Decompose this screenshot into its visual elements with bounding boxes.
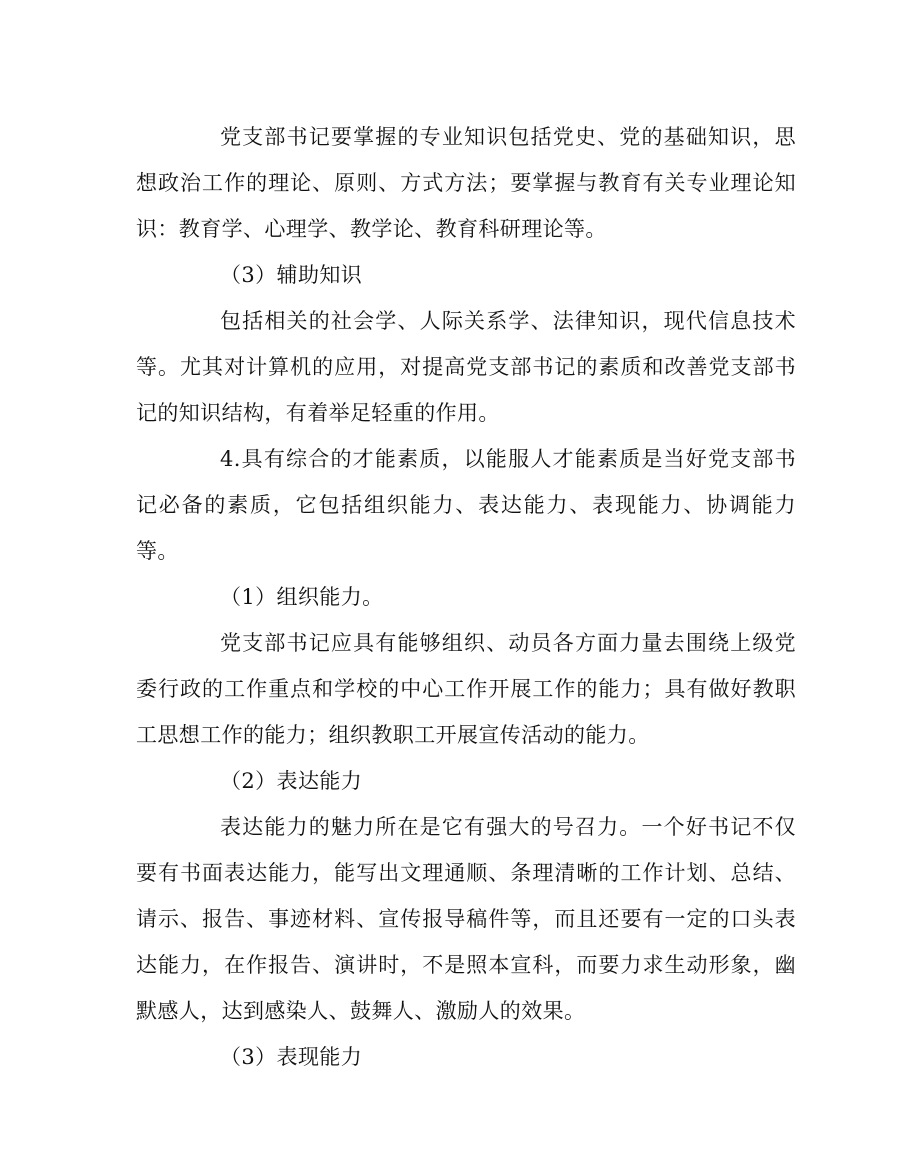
subheading-organizational-ability: （1）组织能力。 xyxy=(220,585,384,609)
paragraph-organizational-ability: 党支部书记应具有能够组织、动员各方面力量去围绕上级党委行政的工作重点和学校的中心工作开展工作的能力；具有做好教职工思想工作的能力；组织教职工开展宣传活动的能力。 xyxy=(136,631,796,747)
paragraph-professional-knowledge: 党支部书记要掌握的专业知识包括党史、党的基础知识，思想政治工作的理论、原则、方式方法；要掌握与教育有关专业理论知识：教育学、心理学、教学论、教育科研理论等。 xyxy=(136,125,796,241)
paragraph-auxiliary-knowledge: 包括相关的社会学、人际关系学、法律知识，现代信息技术等。尤其对计算机的应用，对提高党支部书记的素质和改善党支部书记的知识结构，有着举足轻重的作用。 xyxy=(136,309,796,425)
subheading-auxiliary-knowledge: （3）辅助知识 xyxy=(220,263,363,287)
paragraph-comprehensive-ability: 4.具有综合的才能素质，以能服人才能素质是当好党支部书记必备的素质，它包括组织能力、表达能力、表现能力、协调能力等。 xyxy=(136,447,796,563)
document-page xyxy=(136,114,796,1080)
paragraph-expression-ability: 表达能力的魅力所在是它有强大的号召力。一个好书记不仅要有书面表达能力，能写出文理通顺、条理清晰的工作计划、总结、请示、报告、事迹材料、宣传报导稿件等，而且还要有一定的口头表达能力，在作报告、演讲时，不是照本宣科，而要力求生动形象，幽默感人，达到感染人、鼓舞人、激励人的效果。 xyxy=(136,815,796,1023)
subheading-performance-ability: （3）表现能力 xyxy=(220,1045,363,1069)
subheading-expression-ability: （2）表达能力 xyxy=(220,769,363,793)
